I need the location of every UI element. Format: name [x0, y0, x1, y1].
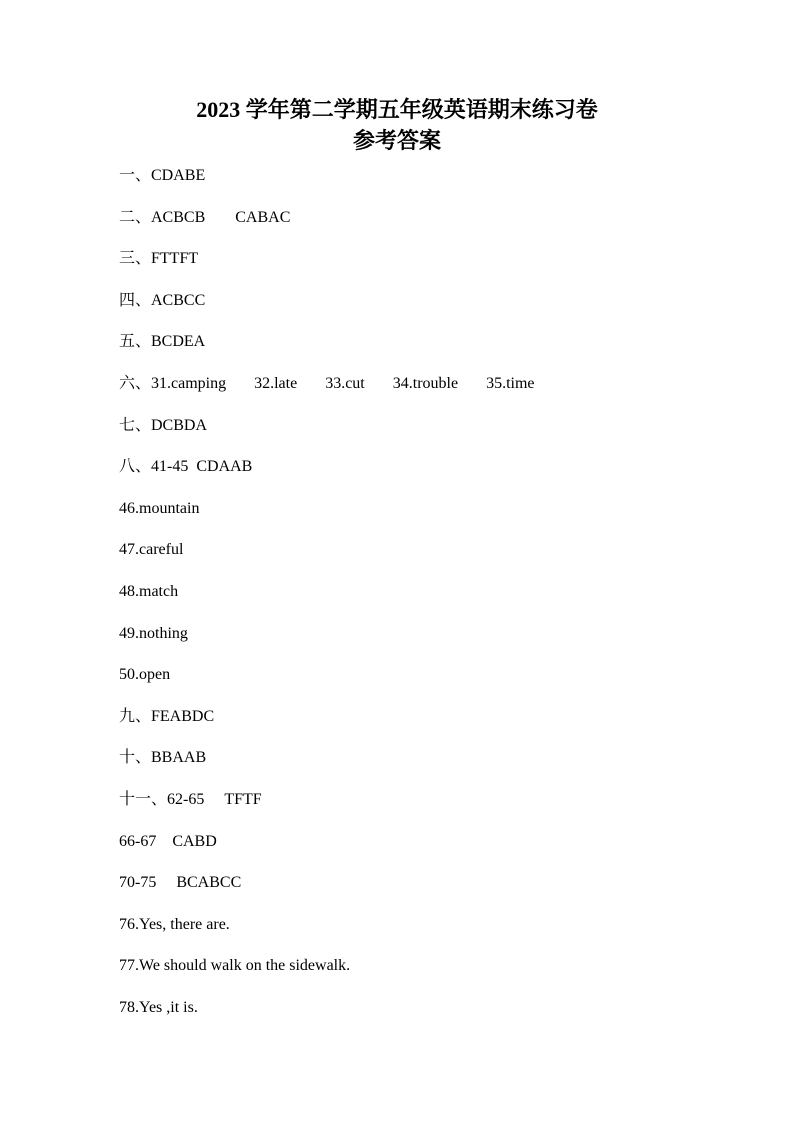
- answer-text: 六、31.camping: [119, 374, 227, 392]
- answer-text: CABD: [172, 832, 217, 850]
- answer-line-4: [119, 289, 759, 331]
- answer-text: 三、FTTFT: [119, 250, 199, 268]
- answer-text: 四、ACBCC: [119, 291, 206, 309]
- answer-text: 50.open: [119, 666, 171, 684]
- answer-line-21: [119, 996, 759, 1038]
- answer-text: 35.time: [486, 374, 535, 392]
- answer-line-13: [119, 663, 759, 705]
- answer-text: 32.late: [254, 374, 298, 392]
- answer-text: TFTF: [224, 790, 262, 808]
- answer-line-6: [119, 372, 759, 414]
- answer-text: 49.nothing: [119, 624, 188, 642]
- answer-text: 47.careful: [119, 541, 184, 559]
- answer-text: CABAC: [235, 208, 291, 226]
- answer-text: 48.match: [119, 582, 179, 600]
- answer-text: 七、DCBDA: [119, 416, 208, 434]
- answer-line-17: [119, 830, 759, 872]
- answer-line-11: [119, 580, 759, 622]
- answer-line-8: [119, 455, 759, 497]
- answer-text: CDAAB: [196, 458, 253, 476]
- answer-line-16: [119, 788, 759, 830]
- answer-list: [119, 164, 759, 1037]
- answer-text: 34.trouble: [392, 374, 459, 392]
- page-title: 2023 学年第二学期五年级英语期末练习卷: [196, 97, 598, 122]
- answer-text: 十一、62-65: [119, 790, 205, 808]
- answer-text: 十、BBAAB: [119, 749, 207, 767]
- answer-text: 70-75: [119, 874, 157, 892]
- answer-text: BCABCC: [176, 874, 242, 892]
- answer-text: 33.cut: [325, 374, 365, 392]
- answer-line-15: [119, 746, 759, 788]
- answer-text: 一、CDABE: [119, 167, 206, 184]
- answer-text: 八、41-45: [119, 458, 189, 476]
- answer-line-3: [119, 247, 759, 289]
- answer-line-18: [119, 871, 759, 913]
- answer-line-20: [119, 954, 759, 996]
- answer-text: 76.Yes, there are.: [119, 915, 230, 933]
- answer-line-1: [119, 164, 759, 206]
- answer-line-12: [119, 622, 759, 664]
- answer-line-7: [119, 414, 759, 456]
- answer-line-9: [119, 497, 759, 539]
- answer-line-5: [119, 330, 759, 372]
- answer-text: 66-67: [119, 832, 157, 850]
- answer-text: 46.mountain: [119, 499, 200, 517]
- answer-line-19: [119, 913, 759, 955]
- answer-text: 九、FEABDC: [119, 707, 215, 725]
- answer-line-10: [119, 538, 759, 580]
- answer-text: 五、BCDEA: [119, 333, 206, 351]
- answer-text: 二、ACBCB: [119, 208, 206, 226]
- page-subtitle: 参考答案: [352, 128, 441, 153]
- answer-text: 78.Yes ,it is.: [119, 998, 198, 1016]
- answer-line-14: [119, 705, 759, 747]
- answer-text: 77.We should walk on the sidewalk.: [119, 957, 351, 975]
- answer-line-2: [119, 206, 759, 248]
